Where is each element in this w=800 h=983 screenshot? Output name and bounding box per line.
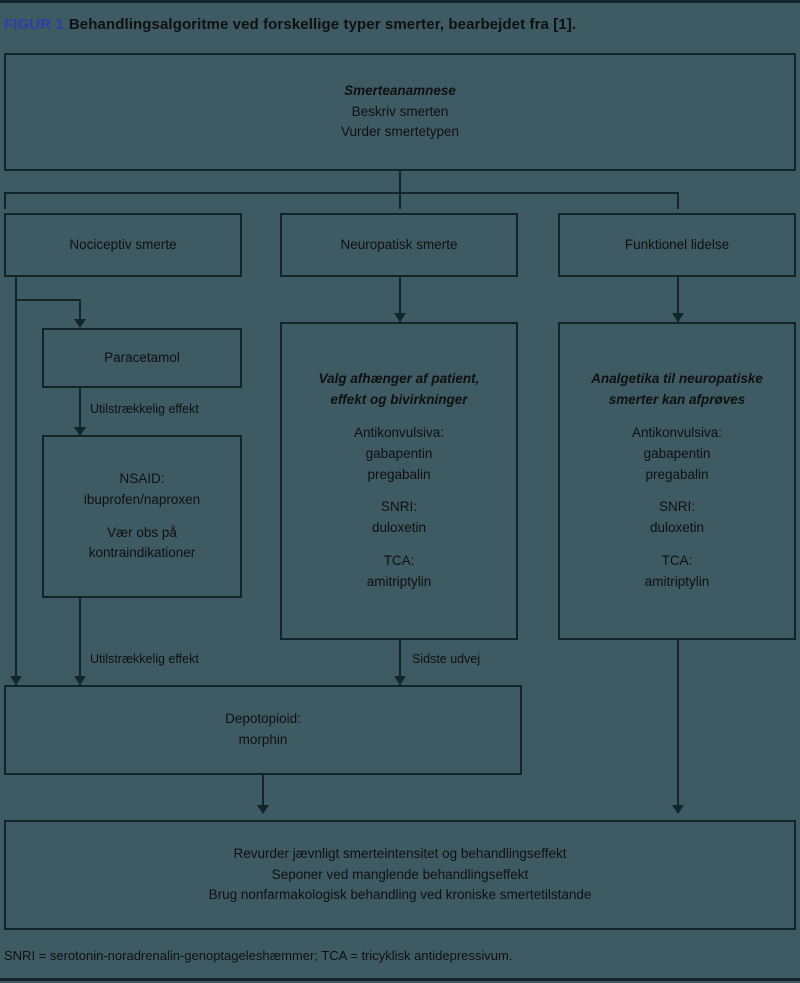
neuro-intro-2: effekt og bivirkninger (330, 391, 468, 407)
arrow-funk-treat-in (672, 313, 684, 322)
figure-number: FIGUR 1 (4, 16, 64, 33)
top-divider (0, 0, 800, 3)
edge-to-funktionel (677, 192, 679, 209)
neuro-duloxetin: duloxetin (371, 520, 427, 536)
edge-nsaid-to-opioid (79, 598, 81, 685)
smerteanamnese-line3: Vurder smertetypen (340, 124, 460, 140)
opioid-line2: morphin (238, 732, 288, 747)
funk-duloxetin: duloxetin (649, 520, 705, 536)
nsaid-line4: kontraindikationer (88, 545, 196, 561)
paracetamol-title: Paracetamol (104, 349, 180, 365)
neuro-gabapentin: gabapentin (365, 445, 433, 461)
arrow-opioid-revurder (257, 805, 269, 814)
funk-antikonvulsiva-title: Antikonvulsiva: (631, 424, 723, 440)
neuro-intro-1: Valg afhænger af patient, (318, 370, 480, 386)
node-funktionel-lidelse (558, 213, 796, 277)
funk-tca-title: TCA: (661, 553, 693, 569)
arrow-funktionel-revurder (672, 805, 684, 814)
funk-pregabalin: pregabalin (645, 466, 709, 482)
node-funktionel-behandling (558, 322, 796, 640)
revurder-line1: Revurder jævnligt smerteintensitet og behandlingseffekt (233, 845, 567, 861)
funk-snri-title: SNRI: (658, 499, 695, 515)
node-neuropatisk-smerte (280, 213, 518, 277)
figure-caption-text: Behandlingsalgoritme ved forskellige typer smerter, bearbejdet fra [1]. (68, 16, 577, 33)
figure-caption (4, 16, 576, 33)
edge-label-nsaid-opioid: Utilstrækkelig effekt (90, 652, 199, 666)
edge-to-nociceptiv (4, 192, 6, 209)
edge-label-paracetamol-nsaid: Utilstrækkelig effekt (90, 402, 199, 416)
arrow-nsaid-opioid (74, 676, 86, 685)
funk-amitriptylin: amitriptylin (644, 574, 710, 590)
revurder-line3: Brug nonfarmakologisk behandling ved kroniske smertetilstande (208, 887, 592, 903)
smerteanamnese-title: Smerteanamnese (344, 82, 456, 98)
funk-gabapentin: gabapentin (643, 445, 711, 461)
edge-nociceptiv-bypass (15, 277, 17, 685)
neuropatisk-title: Neuropatisk smerte (340, 236, 458, 252)
edge-funktionel-to-revurder (677, 640, 679, 812)
node-smerteanamnese (4, 53, 796, 171)
bottom-divider (0, 978, 800, 981)
opioid-line1: Depotopioid: (225, 711, 301, 727)
funk-intro-1: Analgetika til neuropatiske (591, 370, 763, 386)
neuro-amitriptylin: amitriptylin (366, 574, 432, 590)
nociceptiv-title: Nociceptiv smerte (69, 236, 177, 252)
neuro-tca-title: TCA: (383, 553, 415, 569)
node-revurder (4, 820, 796, 930)
edge-anamnese-bus (4, 192, 678, 194)
node-nsaid (42, 435, 242, 598)
node-nociceptiv-smerte (4, 213, 242, 277)
nsaid-line1: NSAID: (119, 470, 165, 486)
revurder-line2: Seponer ved manglende behandlingseffekt (271, 866, 529, 882)
funk-intro-2: smerter kan afprøves (608, 391, 746, 407)
edge-paracetamol-to-nsaid (79, 388, 81, 431)
arrow-neuro-treat-in (394, 313, 406, 322)
edge-anamnese-down (399, 171, 401, 193)
neuro-antikonvulsiva-title: Antikonvulsiva: (353, 424, 445, 440)
edge-label-neuro-opioid: Sidste udvej (412, 652, 481, 666)
arrow-neuro-opioid (394, 676, 406, 685)
node-depotopioid (4, 685, 522, 775)
smerteanamnese-line2: Beskriv smerten (351, 103, 449, 119)
neuro-snri-title: SNRI: (380, 499, 417, 515)
node-neuropatisk-behandling (280, 322, 518, 640)
figure-footnote: SNRI = serotonin-noradrenalin-genoptageleshæmmer; TCA = tricyklisk antidepressivum. (4, 948, 513, 963)
neuro-pregabalin: pregabalin (367, 466, 431, 482)
edge-paracetamol-in (79, 299, 81, 321)
nsaid-line3: Vær obs på (107, 524, 177, 540)
node-paracetamol (42, 328, 242, 388)
edge-to-neuropatisk (399, 192, 401, 209)
arrow-paracetamol-in (74, 319, 86, 328)
arrow-nociceptiv-opioid (10, 676, 22, 685)
edge-nociceptiv-to-paracetamol (15, 299, 80, 301)
funktionel-title: Funktionel lidelse (624, 236, 730, 252)
nsaid-line2: ibuprofen/naproxen (83, 491, 201, 507)
